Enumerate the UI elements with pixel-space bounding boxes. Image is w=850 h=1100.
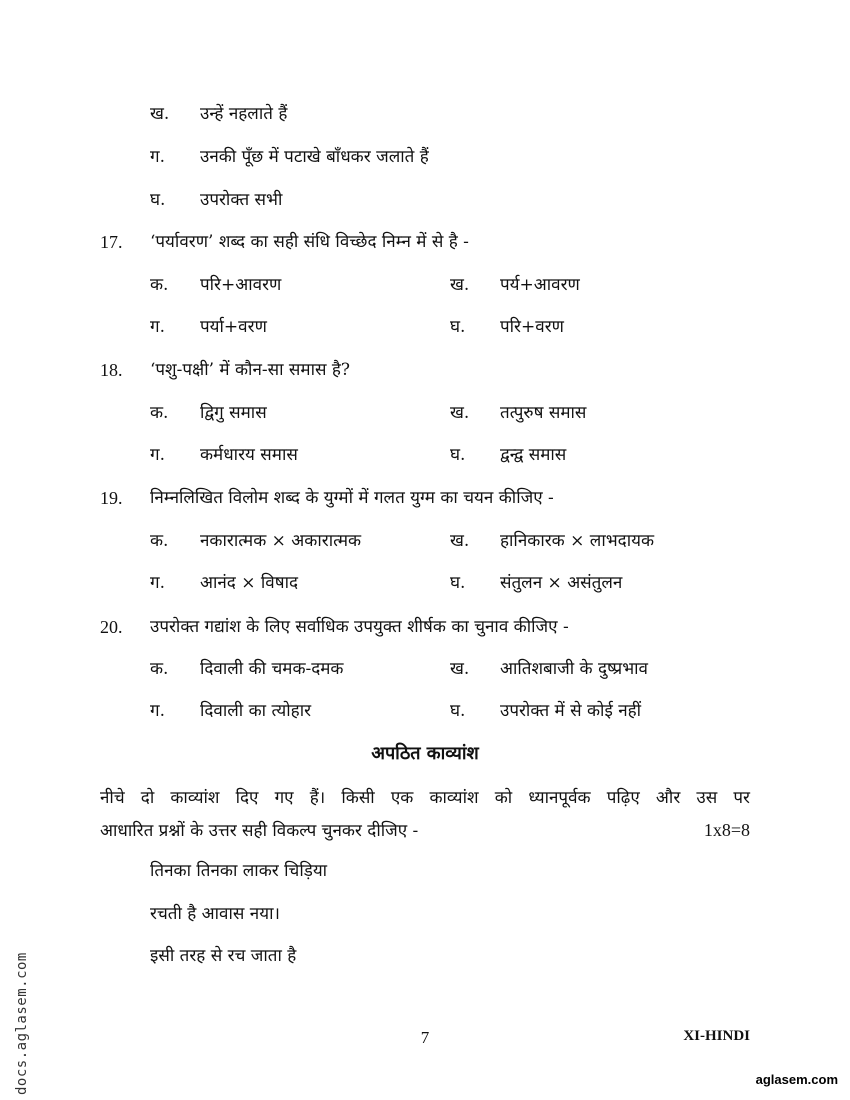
option-text: हानिकारक × लाभदायक (500, 531, 655, 551)
question-text: उपरोक्त गद्यांश के लिए सर्वाधिक उपयुक्त शीर्षक का चुनाव कीजिए - (150, 617, 569, 637)
instruction-line-2: आधारित प्रश्नों के उत्तर सही विकल्प चुनकर दीजिए - (100, 821, 419, 841)
option-label: घ. (450, 445, 466, 465)
option-label: ग. (150, 317, 165, 337)
option-text: उन्हें नहलाते हैं (200, 104, 288, 124)
option-label: ख. (450, 275, 470, 295)
option-label: ग. (150, 445, 165, 465)
option-label: घ. (150, 190, 166, 210)
option-label: क. (150, 659, 169, 679)
option-text: परि+वरण (500, 317, 564, 337)
option-text: उपरोक्त सभी (200, 190, 283, 210)
option-label: ख. (450, 403, 470, 423)
question-text: ‘पर्यावरण’ शब्द का सही संधि विच्छेद निम्न में से है - (150, 232, 469, 252)
option-label: ख. (450, 659, 470, 679)
option-text: नकारात्मक × अकारात्मक (200, 531, 362, 551)
option-text: कर्मधारय समास (200, 445, 298, 465)
question-text: ‘पशु-पक्षी’ में कौन-सा समास है? (150, 360, 351, 380)
poem-line-2: रचती है आवास नया। (150, 904, 280, 924)
option-label: घ. (450, 317, 466, 337)
option-text: पर्या+वरण (200, 317, 267, 337)
option-text: संतुलन × असंतुलन (500, 573, 623, 593)
question-number: 20. (100, 617, 123, 637)
side-watermark: docs.aglasem.com (14, 952, 30, 1095)
poem-line-3: इसी तरह से रच जाता है (150, 946, 297, 966)
option-label: घ. (450, 573, 466, 593)
option-text: पर्य+आवरण (500, 275, 580, 295)
corner-watermark: aglasem.com (755, 1072, 838, 1087)
option-text: परि+आवरण (200, 275, 282, 295)
option-label: क. (150, 531, 169, 551)
poem-line-1: तिनका तिनका लाकर चिड़िया (150, 861, 328, 881)
option-text: उनकी पूँछ में पटाखे बाँधकर जलाते हैं (200, 147, 429, 167)
option-text: द्विगु समास (200, 403, 267, 423)
option-label: ग. (150, 573, 165, 593)
section-heading: अपठित काव्यांश (371, 743, 479, 764)
option-label: ग. (150, 701, 165, 721)
question-number: 18. (100, 360, 123, 380)
option-label: ग. (150, 147, 165, 167)
option-text: द्वन्द्व समास (500, 445, 567, 465)
option-text: उपरोक्त में से कोई नहीं (500, 701, 642, 721)
instruction-line-1: नीचे दो काव्यांश दिए गए हैं। किसी एक काव्यांश को ध्यानपूर्वक पढ़िए और उस पर (100, 788, 750, 808)
option-text: आनंद × विषाद (200, 573, 298, 593)
option-text: दिवाली का त्योहार (200, 701, 312, 721)
option-label: ख. (450, 531, 470, 551)
question-number: 19. (100, 488, 123, 508)
question-text: निम्नलिखित विलोम शब्द के युग्मों में गलत युग्म का चयन कीजिए - (150, 488, 554, 508)
option-label: क. (150, 275, 169, 295)
option-text: दिवाली की चमक-दमक (200, 659, 344, 679)
question-number: 17. (100, 232, 123, 252)
paper-code: XI-HINDI (683, 1028, 750, 1044)
marks-allocation: 1x8=8 (703, 820, 750, 840)
option-text: आतिशबाजी के दुष्प्रभाव (500, 659, 648, 679)
option-text: तत्पुरुष समास (500, 403, 587, 423)
page-number: 7 (420, 1028, 430, 1047)
option-label: क. (150, 403, 169, 423)
option-label: ख. (150, 104, 170, 124)
option-label: घ. (450, 701, 466, 721)
